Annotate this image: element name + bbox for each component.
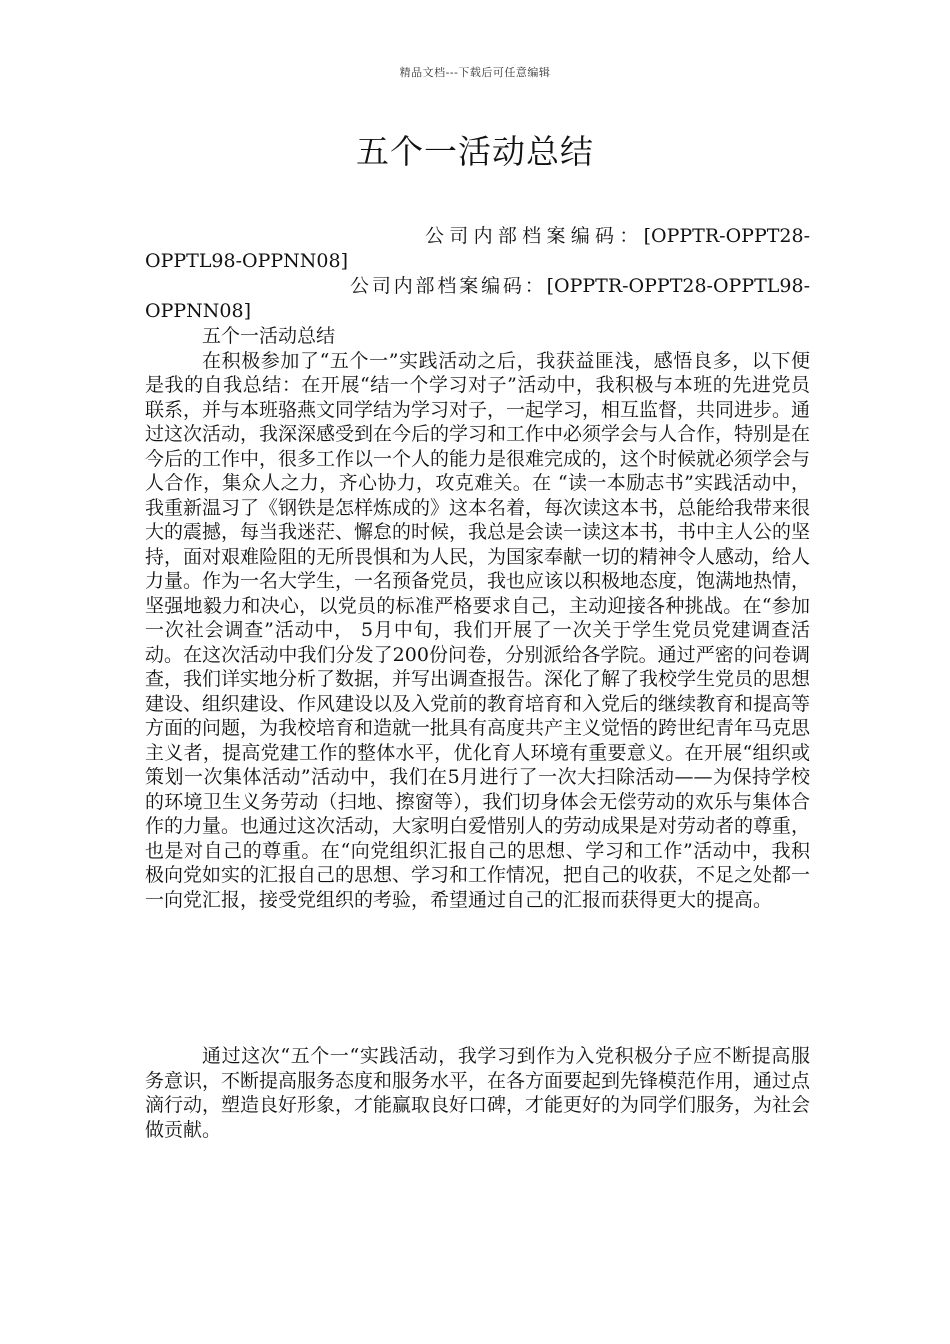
archive-code-line: 公司内部档案编码：[OPPTR-OPPT28-OPPTL98-OPPNN08] [145,225,810,272]
header-note: 精品文档---下载后可任意编辑 [399,66,551,79]
archive-code-line-repeat: 公司内部档案编码：[OPPTR-OPPT28-OPPTL98-OPPNN08] [145,275,810,322]
document-subtitle: 五个一活动总结 [202,325,336,347]
document-title: 五个一活动总结 [356,132,594,171]
body-paragraph-2: 通过这次“五个一“实践活动，我学习到作为入党积极分子应不断提高服务意识，不断提高服务态度和服务水平，在各方面要起到先锋模范作用，通过点滴行动，塑造良好形象，才能赢取良好口碑，才能更好的为同学们服务，为社会做贡献。 [145,1045,811,1141]
body-paragraph-1: 在积极参加了“五个一”实践活动之后，我获益匪浅，感悟良多，以下便是我的自我总结：在开展“结一个学习对子”活动中，我积极与本班的先进党员联系，并与本班骆燕文同学结为学习对子，一起学习，相互监督，共同进步。通过这次活动，我深深感受到在今后的学习和工作中必须学会与人合作，特别是在今后的工作中，很多工作以一个人的能力是很难完成的，这个时候就必须学会与人合作，集众人之力，齐心协力，攻克难关。在 “读一本励志书”实践活动中，我重新温习了《钢铁是怎样炼成的》这本名着，每次读这本书，总能给我带来很大的震撼，每当我迷茫、懈怠的时候，我总是会读一读这本书，书中主人公的坚持，面对艰难险阻的无所畏惧和为人民，为国家奉献一切的精神令人感动，给人力量。作为一名大学生，一名预备党员，我也应该以积极地态度，饱满地热情，坚强地毅力和决心，以党员的标准严格要求自己，主动迎接各种挑战。在“参加一次社会调查”活动中， 5月中旬，我们开展了一次关于学生党员党建调查活动。在这次活动中我们分发了200份问卷，分别派给各学院。通过严密的问卷调查，我们详实地分析了数据，并写出调查报告。深化了解了我校学生党员的思想建设、组织建设、作风建设以及入党前的教育培育和入党后的继续教育和提高等方面的问题，为我校培育和造就一批具有高度共产主义觉悟的跨世纪青年马克思主义者，提高党建工作的整体水平，优化育人环境有重要意义。在开展“组织或策划一次集体活动”活动中，我们在5月进行了一次大扫除活动——为保持学校的环境卫生义务劳动（扫地、擦窗等），我们切身体会无偿劳动的欢乐与集体合作的力量。也通过这次活动，大家明白爱惜别人的劳动成果是对劳动者的尊重，也是对自己的尊重。在“向党组织汇报自己的思想、学习和工作”活动中，我积极向党如实的汇报自己的思想、学习和工作情况，把自己的收获，不足之处都一一向党汇报，接受党组织的考验，希望通过自己的汇报而获得更大的提高。 [145,349,811,911]
